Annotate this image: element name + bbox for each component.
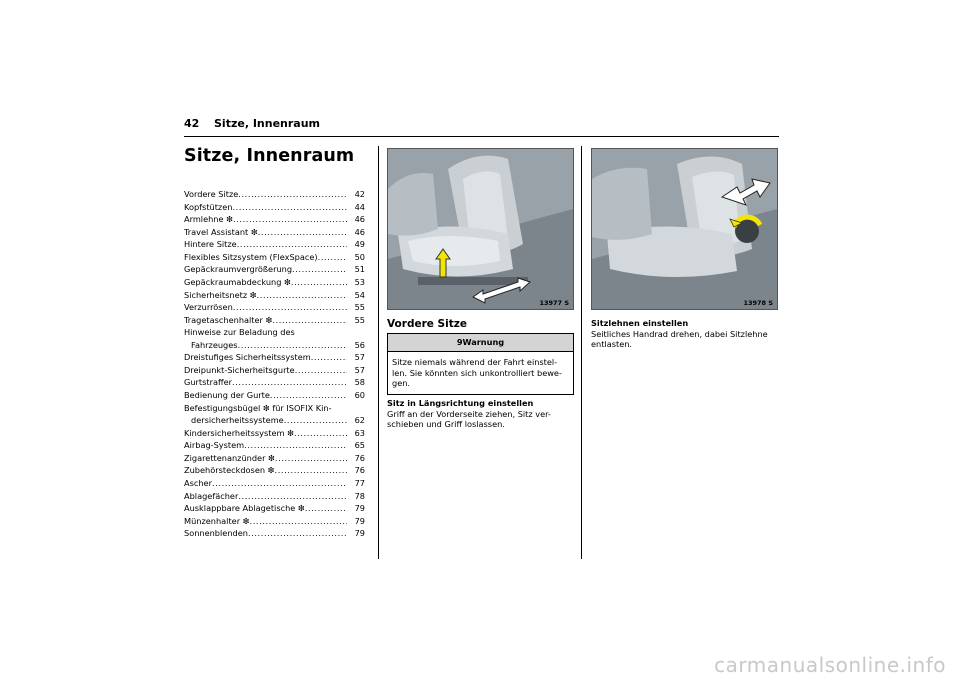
header-rule [184, 136, 779, 137]
toc-entry-label: Tragetaschenhalter ❇ [184, 314, 273, 325]
toc-leader [232, 201, 347, 214]
toc-page-number: 79 [354, 515, 365, 526]
toc-leader [284, 414, 347, 427]
figure-code: 13977 S [539, 299, 569, 307]
toc-entry-label: Dreistufiges Sicherheitssystem [184, 352, 311, 363]
toc-entry-label: Zigarettenanzünder ❇ [184, 452, 275, 463]
toc-entry-label: Bedienung der Gurte [184, 390, 270, 400]
toc-entry[interactable] [184, 289, 365, 302]
toc-entry-label: Zubehörsteckdosen ❇ [184, 465, 275, 476]
toc-entry[interactable] [184, 213, 365, 226]
toc-page-number: 49 [354, 239, 365, 250]
toc-entry-label: Verzurrösen [184, 302, 233, 313]
toc-entry[interactable] [184, 464, 365, 477]
toc-entry[interactable] [184, 490, 365, 503]
toc-leader [294, 427, 347, 440]
column-divider-1 [378, 146, 379, 559]
toc-leader [275, 464, 347, 477]
toc-entry-label: Ausklappbare Ablagetische ❇ [184, 503, 305, 514]
toc-entry-label: Hintere Sitze [184, 239, 237, 250]
toc-page-number: 58 [354, 377, 365, 388]
toc-entry[interactable] [184, 515, 365, 528]
toc-page-number: 76 [354, 452, 365, 463]
toc-leader [248, 527, 347, 540]
toc-entry[interactable] [184, 238, 365, 251]
toc-leader [272, 314, 347, 327]
toc-page-number: 56 [354, 339, 365, 350]
toc-leader [237, 238, 347, 251]
toc-leader [270, 389, 347, 402]
toc-entry-label: Gurtstraffer [184, 377, 233, 388]
toc-leader [305, 502, 347, 515]
toc-entry-label: Befestigungsbügel ❇ für ISOFIX Kin- [184, 402, 332, 413]
toc-entry[interactable] [184, 402, 365, 427]
toc-page-number: 51 [354, 264, 365, 275]
toc-page-number: 76 [354, 465, 365, 476]
toc-leader [244, 439, 347, 452]
toc-entry[interactable] [184, 477, 365, 490]
toc-leader [250, 515, 347, 528]
instruction-text: Seitliches Handrad drehen, dabei Sitzlehne entlasten. [591, 328, 768, 349]
toc-entry[interactable] [184, 201, 365, 214]
backrest-illustration [592, 149, 777, 309]
toc-leader [295, 364, 347, 377]
seat-photo-backrest [591, 148, 778, 310]
toc-page-number: 79 [354, 503, 365, 514]
toc-entry-label: Armlehne ❇ [184, 214, 233, 225]
warning-title: 9Warnung [388, 334, 573, 352]
running-header [184, 117, 320, 130]
toc-page-number: 79 [354, 528, 365, 539]
toc-entry[interactable] [184, 527, 365, 540]
toc-entry-label: Kindersicherheitssystem ❇ [184, 427, 294, 438]
toc-entry-label: Dreipunkt-Sicherheitsgurte [184, 364, 295, 375]
toc-entry-label: Sicherheitsnetz ❇ [184, 289, 257, 300]
toc-entry-label: Kopfstützen [184, 201, 233, 212]
toc-entry-label: Hinweise zur Beladung des [184, 327, 295, 338]
section-title: Vordere Sitze [387, 318, 467, 330]
seat-illustration [388, 149, 573, 309]
toc-page-number: 50 [354, 251, 365, 262]
toc-entry-label: Airbag-System [184, 440, 245, 451]
toc-page-number: 65 [354, 440, 365, 451]
toc-page-number: 55 [354, 302, 365, 313]
toc-entry-label: Ablagefächer [184, 490, 239, 501]
instruction-text: Griff an der Vorderseite ziehen, Sitz ver-schieben und Griff loslassen. [387, 408, 551, 429]
toc-page-number: 42 [354, 189, 365, 199]
toc-entry-label: Gepäckraumabdeckung ❇ [184, 276, 291, 287]
toc-entry-label: Münzenhalter ❇ [184, 515, 250, 526]
toc-entry-label: Vordere Sitze [184, 189, 239, 199]
sub-heading: Sitz in Längsrichtung einstellen [387, 398, 534, 408]
toc-entry[interactable] [184, 364, 365, 377]
toc-page-number: 63 [354, 427, 365, 438]
toc-entry[interactable] [184, 188, 365, 201]
toc-leader [318, 251, 347, 264]
toc-page-number: 60 [354, 390, 365, 400]
toc-leader [233, 213, 347, 226]
toc-leader [291, 276, 347, 289]
toc-entry[interactable] [184, 326, 365, 351]
toc-leader [212, 477, 347, 490]
toc-leader [238, 339, 347, 352]
running-title: Sitze, Innenraum [214, 117, 321, 130]
watermark: carmanualsonline.info [714, 653, 946, 677]
toc-entry-label-cont: Fahrzeuges [191, 339, 238, 350]
toc-page-number: 55 [354, 314, 365, 325]
toc-entry[interactable] [184, 263, 365, 276]
toc-leader [232, 376, 347, 389]
toc-entry[interactable] [184, 351, 365, 364]
toc-entry-label: Ascher [184, 477, 212, 488]
toc-entry[interactable] [184, 276, 365, 289]
sub-heading: Sitzlehnen einstellen [591, 318, 689, 328]
toc-entry[interactable] [184, 226, 365, 239]
figure-code: 13978 S [743, 299, 773, 307]
toc-page-number: 44 [354, 201, 365, 212]
toc-leader [311, 351, 347, 364]
toc-entry[interactable] [184, 502, 365, 515]
toc-entry-label: Sonnenblenden [184, 528, 248, 539]
toc-leader [233, 301, 347, 314]
toc-entry[interactable] [184, 389, 365, 402]
toc-entry[interactable] [184, 439, 365, 452]
toc-page-number: 53 [354, 276, 365, 287]
backrest-instructions [591, 318, 781, 350]
toc-page-number: 77 [354, 477, 365, 488]
toc-page-number: 46 [354, 226, 365, 237]
toc-entry-label-cont: dersicherheitssysteme [191, 415, 284, 426]
toc-leader [258, 226, 347, 239]
longitudinal-instructions [387, 398, 577, 430]
toc-entry[interactable] [184, 427, 365, 440]
toc-leader [292, 263, 347, 276]
toc-page-number: 46 [354, 214, 365, 225]
toc-page-number: 57 [354, 364, 365, 375]
seat-photo-longitudinal [387, 148, 574, 310]
column-divider-2 [581, 146, 582, 559]
toc-entry[interactable] [184, 301, 365, 314]
chapter-title: Sitze, Innenraum [184, 146, 355, 166]
toc-entry-label: Flexibles Sitzsystem (FlexSpace) [184, 251, 318, 262]
toc-entry[interactable] [184, 314, 365, 327]
toc-page-number: 54 [354, 289, 365, 300]
toc-entry-label: Gepäckraumvergrößerung [184, 264, 293, 275]
toc-page-number: 78 [354, 490, 365, 501]
table-of-contents [184, 188, 365, 540]
toc-entry[interactable] [184, 452, 365, 465]
toc-leader [238, 188, 347, 201]
toc-entry[interactable] [184, 376, 365, 389]
warning-box [387, 333, 574, 395]
toc-leader [238, 490, 347, 503]
toc-page-number: 57 [354, 352, 365, 363]
warning-text: Sitze niemals während der Fahrt einstel-len. Sie könnten sich unkontrolliert bewe-gen. [392, 357, 562, 388]
toc-page-number: 62 [354, 415, 365, 426]
page-number: 42 [184, 117, 200, 130]
toc-entry-label: Travel Assistant ❇ [184, 226, 258, 237]
toc-leader [257, 289, 347, 302]
toc-leader [275, 452, 347, 465]
toc-entry[interactable] [184, 251, 365, 264]
